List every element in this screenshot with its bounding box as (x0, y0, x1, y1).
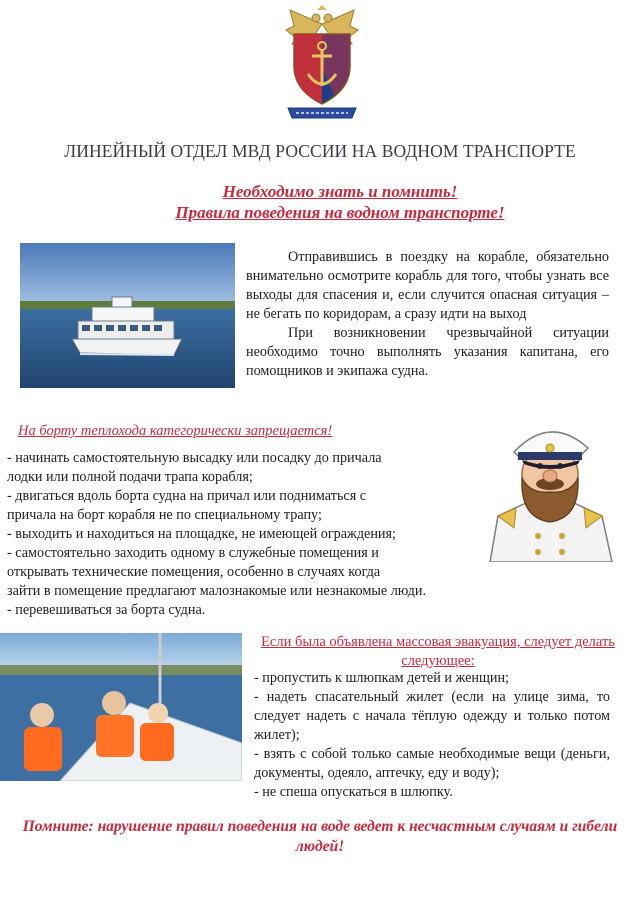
intro-paragraph-2: При возникновении чрезвычайной ситуации необходимо точно выполнять указания капитана, его помощников и экипажа судна. (246, 325, 609, 379)
intro-paragraph-1: Отправившись в поездку на корабле, обязательно внимательно осмотрите корабль для того, чтобы узнать все выходы для спасения и, если случится опасная ситуация – не бегать по коридорам, а сразу идти на выход (246, 249, 609, 322)
forbidden-line: лодки или полной подачи трапа корабля; (7, 469, 253, 485)
evacuation-item: - надеть спасательный жилет (если на улице зима, то следует надеть с начала тёплую одежду и только потом жилет); (254, 689, 610, 743)
boat-photo (20, 243, 235, 388)
forbidden-line: открывать технические помещения, особенно в случаях когда (7, 564, 381, 580)
mvd-emblem (282, 4, 362, 126)
evacuation-item: - пропустить к шлюпкам детей и женщин; (254, 670, 510, 686)
evacuation-item: - не спеша опускаться в шлюпку. (254, 784, 453, 800)
evacuation-item: - взять с собой только самые необходимые вещи (деньги, документы, одеяло, аптечку, еду и воду); (254, 746, 610, 781)
captain-cartoon (480, 412, 620, 562)
intro-text (246, 248, 609, 381)
forbidden-line: - начинать самостоятельную высадку или посадку до причала (7, 450, 382, 466)
children-lifejackets-photo (0, 633, 242, 781)
forbidden-line: - двигаться вдоль борта судна на причал или подниматься с (7, 488, 367, 504)
evacuation-title: Если была объявлена массовая эвакуация, следует делать следующее: (261, 634, 615, 669)
evacuation-list (254, 669, 610, 802)
forbidden-line: причала на борт корабля не по специальному трапу; (7, 507, 322, 523)
eagle-shield-icon (282, 4, 362, 126)
warning-footer: Помните: нарушение правил поведения на воде ведет к несчастным случаям и гибели людей! (22, 818, 618, 855)
page-header: ЛИНЕЙНЫЙ ОТДЕЛ МВД РОССИИ НА ВОДНОМ ТРАНСПОРТЕ (64, 141, 576, 161)
forbidden-list (7, 449, 487, 620)
forbidden-line: - выходить и находиться на площадке, не имеющей ограждения; (7, 526, 396, 542)
forbidden-line: зайти в помещение предлагают малознакомые или незнакомые люди. (7, 583, 427, 599)
title-line-2: Правила поведения на водном транспорте! (175, 203, 505, 222)
forbidden-title: На борту теплохода категорически запрещается! (18, 423, 333, 439)
forbidden-line: - перевешиваться за борта судна. (7, 602, 206, 618)
forbidden-line: - самостоятельно заходить одному в служебные помещения и (7, 545, 379, 561)
title-line-1: Необходимо знать и помнить! (222, 182, 458, 201)
